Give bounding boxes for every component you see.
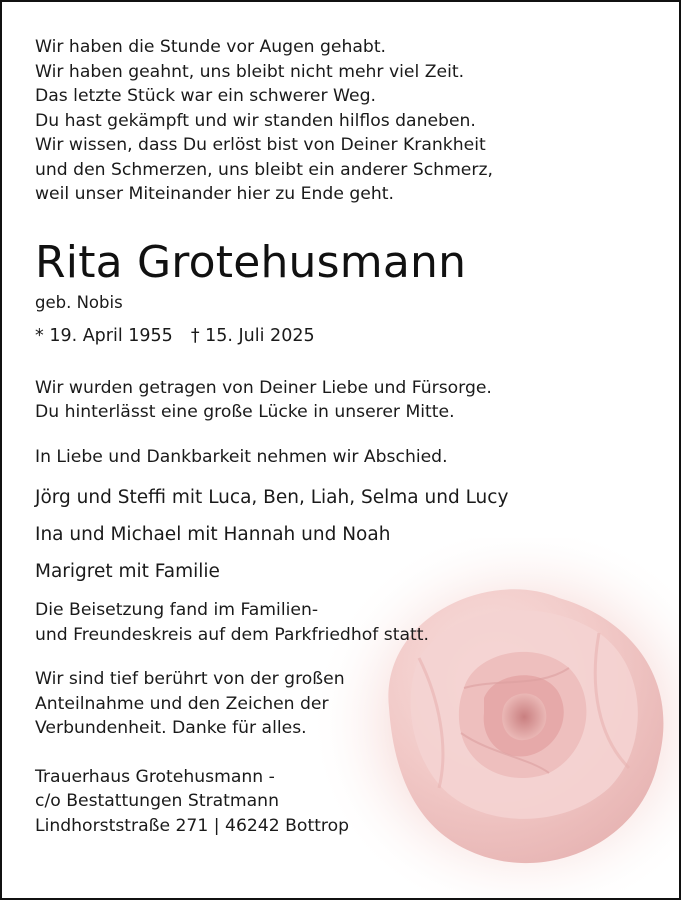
message (35, 376, 659, 425)
maiden-name: geb. Nobis (35, 292, 123, 312)
deceased-name: Rita Grotehusmann (35, 236, 467, 288)
burial-note (35, 598, 659, 647)
thanks-line: Anteilnahme und den Zeichen der (35, 693, 329, 714)
address (35, 765, 659, 839)
burial-line: Die Beisetzung fand im Familien- (35, 600, 319, 620)
poem (35, 35, 659, 207)
address-line: Trauerhaus Grotehusmann - (35, 766, 275, 787)
address-line: c/o Bestattungen Stratmann (35, 791, 279, 811)
message-line: Wir wurden getragen von Deiner Liebe und Fürsorge. (35, 377, 492, 398)
farewell-text: In Liebe und Dankbarkeit nehmen wir Abschied. (35, 446, 448, 467)
poem-line: und den Schmerzen, uns bleibt ein anderer Schmerz, (35, 159, 493, 180)
family-member: Ina und Michael mit Hannah und Noah (35, 524, 391, 545)
poem-line: Wir haben geahnt, uns bleibt nicht mehr viel Zeit. (35, 61, 465, 82)
poem-line: weil unser Miteinander hier zu Ende geht. (35, 184, 394, 204)
message-line: Du hinterlässt eine große Lücke in unserer Mitte. (35, 402, 455, 422)
obituary-content (35, 35, 659, 838)
family-member: Marigret mit Familie (35, 561, 220, 582)
address-line: Lindhorststraße 271 | 46242 Bottrop (35, 815, 350, 836)
poem-line: Wir wissen, dass Du erlöst bist von Deiner Krankheit (35, 135, 486, 155)
thanks-line: Verbundenheit. Danke für alles. (35, 718, 307, 738)
poem-line: Du hast gekämpft und wir standen hilflos daneben. (35, 110, 476, 131)
poem-line: Wir haben die Stunde vor Augen gehabt. (35, 37, 387, 57)
family-member: Jörg und Steffi mit Luca, Ben, Liah, Selma und Lucy (35, 487, 509, 508)
poem-line: Das letzte Stück war ein schwerer Weg. (35, 86, 376, 106)
death-date: † 15. Juli 2025 (190, 325, 315, 346)
thanks-note (35, 667, 659, 741)
burial-line: und Freundeskreis auf dem Parkfriedhof statt. (35, 624, 429, 645)
birth-date: * 19. April 1955 (35, 325, 173, 346)
thanks-line: Wir sind tief berührt von der großen (35, 669, 345, 689)
family-list (35, 479, 659, 590)
life-dates (35, 326, 659, 346)
